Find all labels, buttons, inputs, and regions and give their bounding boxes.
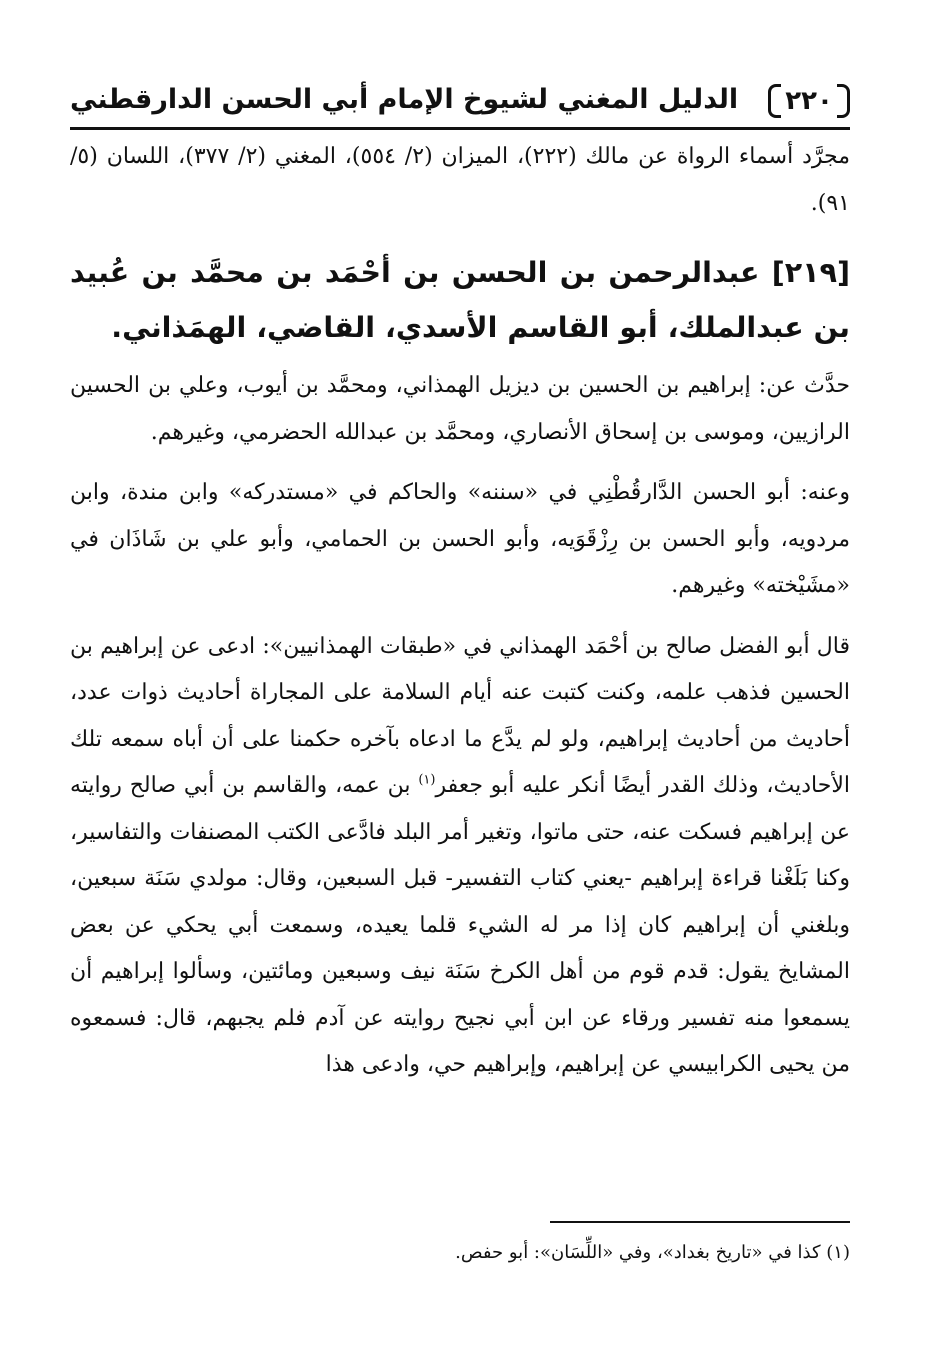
entry-biography [70, 624, 850, 1089]
page-header [70, 78, 850, 130]
entry-heading: [٢١٩] عبدالرحمن بن الحسن بن أحْمَد بن محمَّد بن عُبيد بن عبدالملك، أبو القاسم الأسدي، القاضي، الهمَذاني. [70, 256, 850, 344]
entry-teachers: حدَّث عن: إبراهيم بن الحسين بن ديزيل الهمذاني، ومحمَّد بن أيوب، وعلي بن الحسين الرازيين، وموسى بن إسحاق الأنصاري، ومحمَّد بن عبدالله الحضرمي، وغيرهم. [70, 373, 850, 445]
running-title: الدليل المغني لشيوخ الإمام أبي الحسن الدارقطني [70, 84, 739, 115]
footnote-1: (١) كذا في «تاريخ بغداد»، وفي «اللِّسَان»: أبو حفص. [455, 1242, 850, 1263]
previous-entry-sources: مجرَّد أسماء الرواة عن مالك (٢٢٢)، الميزان (٢/ ٥٥٤)، المغني (٢/ ٣٧٧)، اللسان (٥/ ٩١). [70, 144, 851, 216]
footnote-marker[interactable]: (١) [418, 772, 436, 788]
biography-text-continued: بن عمه، والقاسم بن أبي صالح روايته عن إبراهيم فسكت عنه، حتى ماتوا، وتغير أمر البلد فادَّعى الكتب المصنفات والتفاسير، وكنا بَلَغْنا قراءة إبراهيم -يعني كتاب التفسير- قبل السبعين، وقال: مولدي سَنَة سبعين، وبلغني أن إبراهيم كان إذا مر له الشيء قلما يعيده، وسمعت أبي يحكي عن بعض المشايخ يقول: قدم قوم من أهل الكرخ سَنَة نيف وسبعين ومائتين، وسألوا إبراهيم أن يسمعوا منه تفسير ورقاء عن ابن أبي نجيح روايته عن آدم فلم يجبهم، قال: فسمعوه من يحيى الكرابيسي عن إبراهيم، وإبراهيم حي، وادعى هذا [70, 773, 851, 1077]
page-number: ٢٢٠ [768, 82, 850, 120]
biography-text: قال أبو الفضل صالح بن أحْمَد الهمذاني في «طبقات الهمذانيين»: ادعى عن إبراهيم بن الحسين فذهب علمه، وكنت كتبت عنه أيام السلامة على المجاراة أحاديث ذوات عدد، أحاديث من أحاديث إبراهيم، ولو لم يدَّع ما ادعاه بآخره حكمنا على أن أباه سمعه تلك الأحاديث، وذلك القدر أيضًا أنكر عليه أبو جعفر [70, 633, 850, 798]
footnote-divider [550, 1221, 850, 1223]
book-page [70, 78, 850, 1347]
entry-students: وعنه: أبو الحسن الدَّارقُطْنِي في «سننه» والحاكم في «مستدركه» وابن مندة، وابن مردويه، وأبو الحسن بن رِزْقَوَيه، وأبو الحسن بن الحمامي، وأبو علي بن شَاذَان في «مشَيْخته» وغيرهم. [70, 480, 850, 598]
